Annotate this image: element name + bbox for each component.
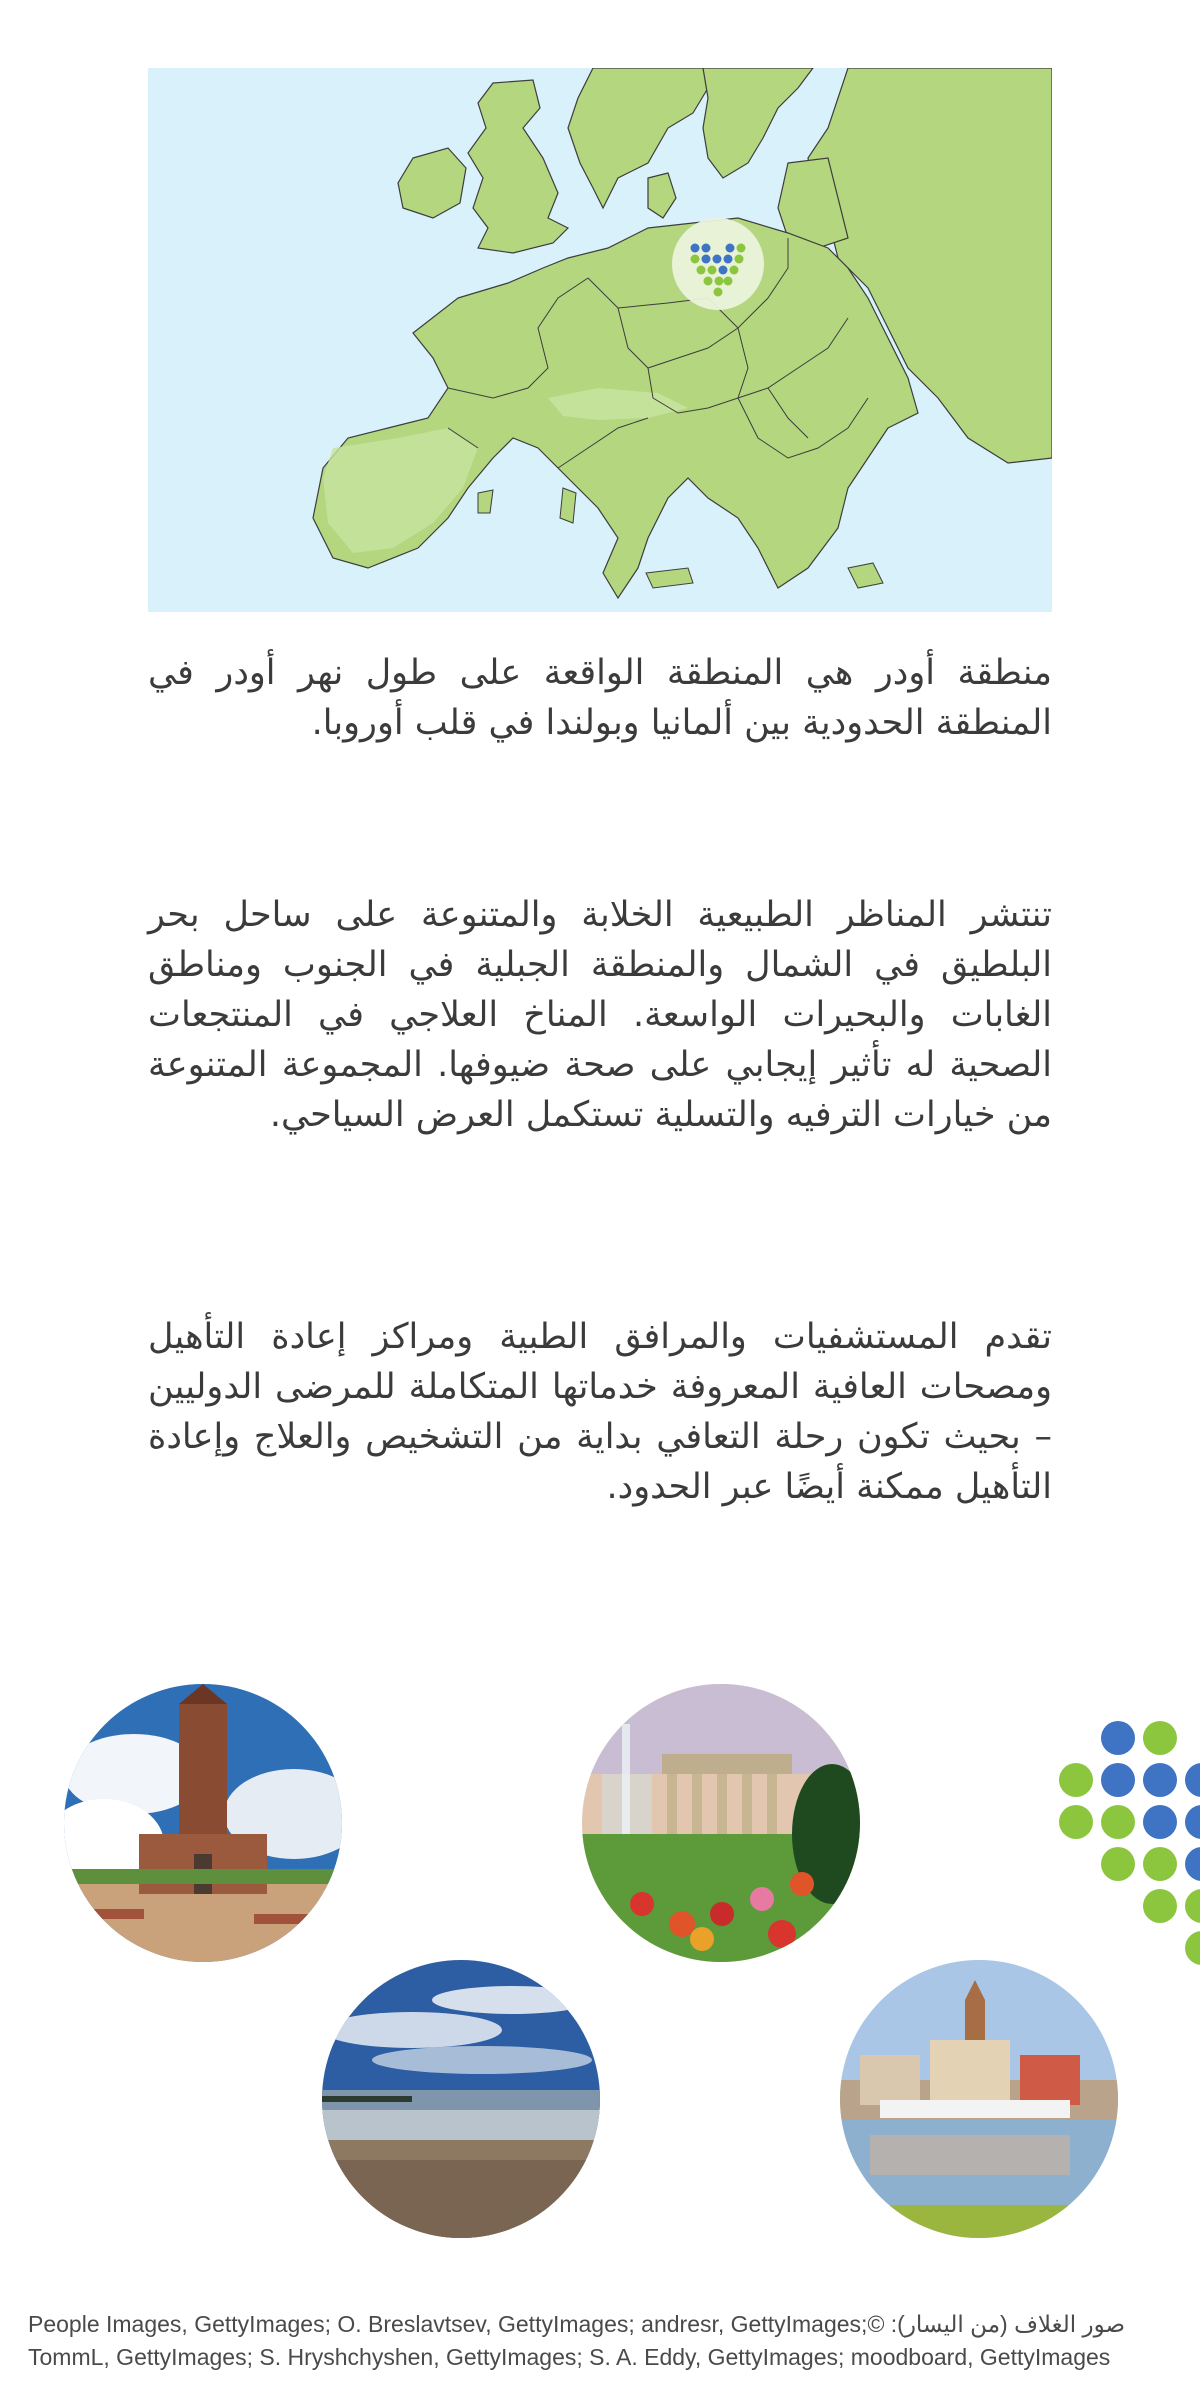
- beach-photo-icon: [322, 1960, 600, 2238]
- intro-paragraph-2: تنتشر المناظر الطبيعية الخلابة والمتنوعة على ساحل بحر البلطيق في الشمال والمنطقة الجبلية في الجنوب ومناطق الغابات والبحيرات الواسعة. المناخ العلاجي في المنتجعات الصحية له تأثير إيجابي على صحة ضيوفها. المجموعة المتنوعة من خيارات الترفيه والتسلية تستكمل العرض السياحي.: [148, 895, 1052, 1135]
- photo-brandenburg-gate: [582, 1684, 860, 1962]
- credits-names-1: People Images, GettyImages; O. Breslavtsev, GettyImages; andresr, GettyImages;: [28, 2311, 868, 2337]
- europe-map-graphic: [148, 68, 1052, 612]
- photo-baltic-beach: [322, 1960, 600, 2238]
- photo-river-town: [840, 1960, 1118, 2238]
- church-tower-photo-icon: [64, 1684, 342, 1962]
- credits-line-1: [28, 2308, 1178, 2341]
- dots-pattern-icon: [1058, 1720, 1200, 1990]
- europe-map: [148, 68, 1052, 612]
- credits-prefix: صور الغلاف (من اليسار): ©: [867, 2311, 1126, 2337]
- intro-paragraph-3: تقدم المستشفيات والمرافق الطبية ومراكز إعادة التأهيل ومصحات العافية المعروفة خدماتها المتكاملة للمرضى الدوليين – بحيث تكون رحلة التعافي بداية من التشخيص والعلاج وإعادة التأهيل ممكنة أيضًا عبر الحدود.: [148, 1317, 1052, 1507]
- heart-dots-icon: [672, 218, 764, 310]
- intro-paragraph-1: منطقة أودر هي المنطقة الواقعة على طول نهر أودر في المنطقة الحدودية بين ألمانيا وبولندا في قلب أوروبا.: [148, 653, 1052, 743]
- photo-credits: [28, 2308, 1178, 2374]
- photo-church-tower: [64, 1684, 342, 1962]
- credits-line-2: TommL, GettyImages; S. Hryshchyshen, GettyImages; S. A. Eddy, GettyImages; moodboard, GettyImages: [28, 2344, 1111, 2370]
- brandenburg-gate-photo-icon: [582, 1684, 860, 1962]
- river-town-photo-icon: [840, 1960, 1118, 2238]
